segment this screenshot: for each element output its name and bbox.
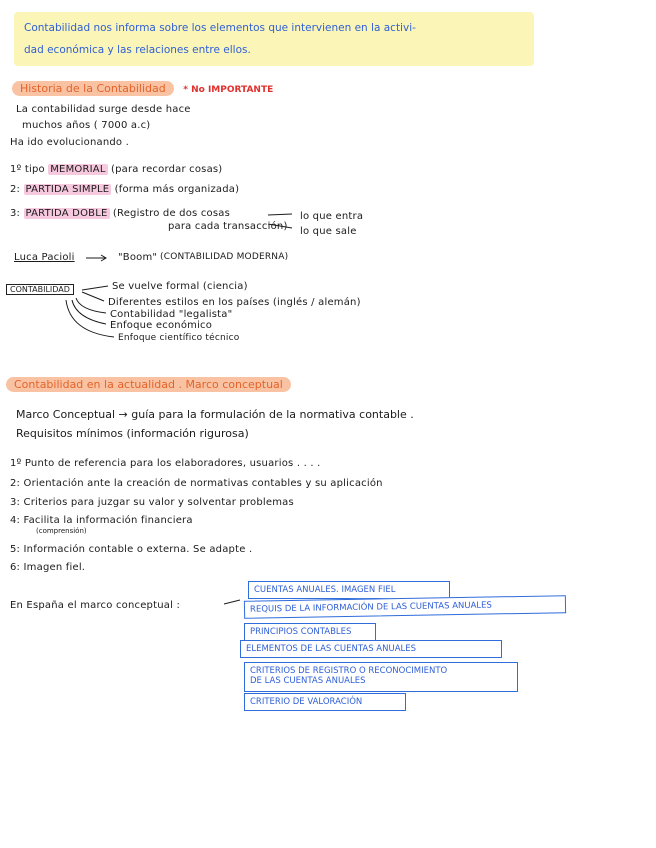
box-cuentas-anuales: CUENTAS ANUALES. IMAGEN FIEL	[248, 581, 450, 599]
historia-title: Historia de la Contabilidad	[12, 81, 174, 96]
espana-text: En España el marco conceptual :	[10, 600, 181, 611]
item-number: 2:	[10, 478, 21, 489]
item-description: (para recordar cosas)	[110, 164, 223, 175]
item-number: 3:	[10, 497, 21, 508]
item-number: 1º	[10, 458, 22, 469]
branch-item: Enfoque científico técnico	[118, 333, 240, 343]
actualidad-title: Contabilidad en la actualidad . Marco conceptual	[6, 377, 291, 392]
doble-line-2: para cada transacción)	[168, 221, 288, 232]
intro-line-2: dad económica y las relaciones entre ellos.	[24, 44, 251, 56]
doble-right-entra: lo que entra	[300, 211, 364, 222]
item-highlight: MEMORIAL	[50, 164, 106, 175]
marco-text: Marco Conceptual → guía para la formulación de la normativa contable .	[16, 408, 414, 421]
origin-line-1: La contabilidad surge desde hace	[16, 104, 191, 115]
requisitos-text: Requisitos mínimos (información rigurosa)	[16, 427, 249, 440]
box-criterios-line-1: CRITERIOS DE REGISTRO O RECONOCIMIENTO	[250, 666, 448, 676]
arrow-sale	[268, 224, 292, 228]
evolved-text: Ha ido evolucionando .	[10, 137, 129, 148]
box-elementos: ELEMENTOS DE LAS CUENTAS ANUALES	[240, 640, 502, 658]
branch-arrow	[66, 300, 114, 337]
item-text: Información contable o externa. Se adapte .	[23, 544, 253, 555]
item-text: Criterios para juzgar su valor y solventar problemas	[23, 497, 294, 508]
intro-line-1: Contabilidad nos informa sobre los elementos que intervienen en la activi-	[24, 22, 416, 34]
branch-item: Enfoque económico	[110, 320, 213, 331]
moderna-text: (CONTABILIDAD MODERNA)	[160, 252, 289, 262]
arrow-entra	[268, 214, 292, 215]
box-criterios-line-2: DE LAS CUENTAS ANUALES	[250, 676, 366, 686]
boom-text: "Boom"	[118, 252, 158, 263]
origin-line-2: muchos años ( 7000 a.c)	[22, 120, 151, 131]
item-description: (forma más organizada)	[114, 184, 240, 195]
item-number: 4:	[10, 515, 21, 526]
item-text: Imagen fiel.	[23, 562, 86, 573]
item-description: (Registro de dos cosas	[112, 208, 231, 219]
contabilidad-box: CONTABILIDAD	[6, 284, 74, 295]
item-text: Facilita la información financiera	[23, 515, 193, 526]
item-text: Orientación ante la creación de normativas contables y su aplicación	[23, 478, 383, 489]
item-highlight: PARTIDA SIMPLE	[25, 184, 110, 195]
item-number: 5:	[10, 544, 21, 555]
branch-item: Se vuelve formal (ciencia)	[112, 281, 248, 292]
branch-item: Diferentes estilos en los países (inglés / alemán)	[108, 297, 361, 308]
branch-item: Contabilidad "legalista"	[110, 309, 233, 320]
item-number: 2:	[10, 184, 21, 195]
item-number: 3:	[10, 208, 21, 219]
doble-right-sale: lo que sale	[300, 226, 357, 237]
luca-pacioli: Luca Pacioli	[14, 252, 75, 263]
item-prefix: tipo	[24, 164, 45, 175]
arrow-pacioli	[86, 255, 106, 261]
item-text: Punto de referencia para los elaboradores, usuarios . . . .	[24, 458, 321, 469]
not-important-note: * No IMPORTANTE	[183, 85, 274, 95]
comprension-note: (comprensión)	[36, 527, 87, 535]
branch-arrow	[82, 292, 104, 301]
branch-arrow	[82, 286, 108, 290]
box-principios: PRINCIPIOS CONTABLES	[244, 623, 376, 641]
espana-arrow	[224, 600, 240, 604]
item-highlight: PARTIDA DOBLE	[25, 208, 108, 219]
box-valoracion: CRITERIO DE VALORACIÓN	[244, 693, 406, 711]
item-number: 1º	[10, 164, 22, 175]
box-requisitos: REQUIS DE LA INFORMACIÓN DE LAS CUENTAS ANUALES	[244, 595, 566, 619]
item-number: 6:	[10, 562, 21, 573]
